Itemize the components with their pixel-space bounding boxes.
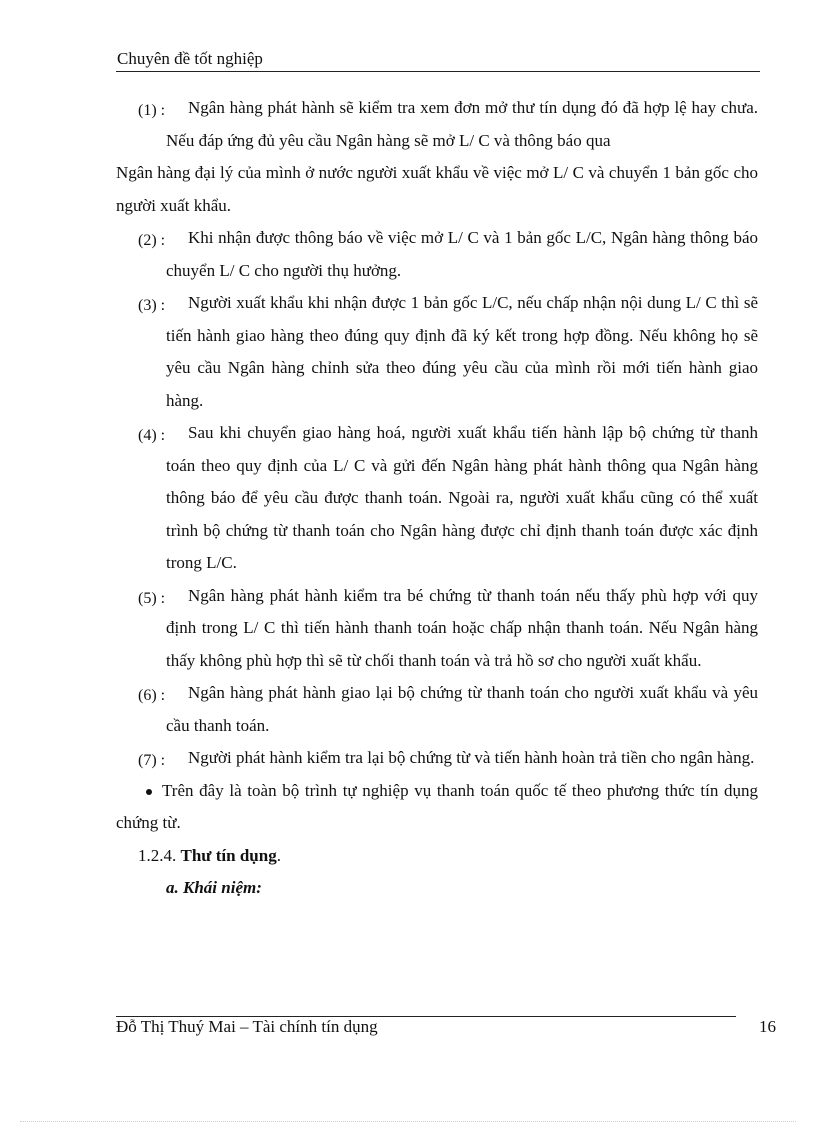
summary-paragraph [116, 775, 758, 840]
list-item-6 [116, 677, 758, 742]
summary-text: Trên đây là toàn bộ trình tự nghiệp vụ thanh toán quốc tế theo phương thức tín dụng chứng từ. [116, 780, 758, 832]
subsection-heading: a. Khái niệm: [166, 878, 262, 897]
list-item-text: Ngân hàng phát hành sẽ kiểm tra xem đơn mở thư tín dụng đó đã hợp lệ hay chưa. Nếu đáp ứng đủ yêu cầu Ngân hàng sẽ mở L/ C và thông báo qua [166, 98, 758, 150]
section-number: 1.2.4. [138, 845, 177, 865]
bullet-icon [146, 789, 152, 795]
page-number: 16 [759, 1017, 776, 1036]
list-item-number: (3) : [138, 297, 166, 314]
list-item-text: Ngân hàng phát hành giao lại bộ chứng từ thanh toán cho người xuất khẩu và yêu cầu thanh toán. [166, 683, 758, 735]
list-item-text-continued: Ngân hàng đại lý của mình ở nước người xuất khẩu về việc mở L/ C và chuyển 1 bản gốc cho người xuất khẩu. [116, 163, 758, 215]
list-item-text: Sau khi chuyển giao hàng hoá, người xuất khẩu tiến hành lập bộ chứng từ thanh toán theo quy định của L/ C và gửi đến Ngân hàng phát hành thông qua Ngân hàng thông báo để yêu cầu được thanh toán. Ngoài ra, người xuất khẩu cũng có thể xuất trình bộ chứng từ thanh toán cho Ngân hàng được chỉ định thanh toán được xác định trong L/C. [166, 423, 758, 572]
list-item-number: (5) : [138, 589, 166, 607]
page-header-title: Chuyên đề tốt nghiệp [117, 49, 263, 68]
list-item-2 [116, 222, 758, 287]
section-suffix: . [276, 845, 281, 865]
list-item-number: (4) : [138, 427, 166, 444]
list-item-7 [116, 742, 758, 775]
list-item-number: (6) : [138, 687, 166, 704]
page-content [116, 92, 758, 905]
list-item-text: Người xuất khẩu khi nhận được 1 bản gốc L/C, nếu chấp nhận nội dung L/ C thì sẽ tiến hành giao hàng theo đúng quy định đã ký kết trong hợp đồng. Nếu không họ sẽ yêu cầu Ngân hàng chỉnh sửa theo đúng yêu cầu của mình rồi mới tiến hành giao hàng. [166, 293, 758, 410]
list-item-text: Ngân hàng phát hành kiểm tra bé chứng từ thanh toán nếu thấy phù hợp với quy định trong L/ C thì tiến hành thanh toán hoặc chấp nhận thanh toán. Nếu Ngân hàng thấy không phù hợp thì sẽ từ chối thanh toán và trả hồ sơ cho người xuất khẩu. [166, 585, 758, 670]
header-divider [116, 71, 760, 72]
list-item-text: Người phát hành kiểm tra lại bộ chứng từ và tiến hành hoàn trả tiền cho ngân hàng. [188, 748, 755, 767]
page-edge-divider [20, 1121, 796, 1122]
list-item-3 [116, 287, 758, 417]
list-item-number: (1) : [138, 102, 166, 119]
list-item-4 [116, 417, 758, 580]
footer-author: Đỗ Thị Thuý Mai – Tài chính tín dụng [116, 1017, 378, 1036]
list-item-text: Khi nhận được thông báo về việc mở L/ C và 1 bản gốc L/C, Ngân hàng thông báo chuyển L/ C cho người thụ hưởng. [166, 228, 758, 280]
list-item-5 [116, 580, 758, 678]
section-title: Thư tín dụng [180, 845, 277, 865]
section-heading [116, 840, 758, 873]
list-item-number: (2) : [138, 232, 166, 249]
list-item-number: (7) : [138, 752, 166, 769]
list-item-1 [116, 92, 758, 222]
